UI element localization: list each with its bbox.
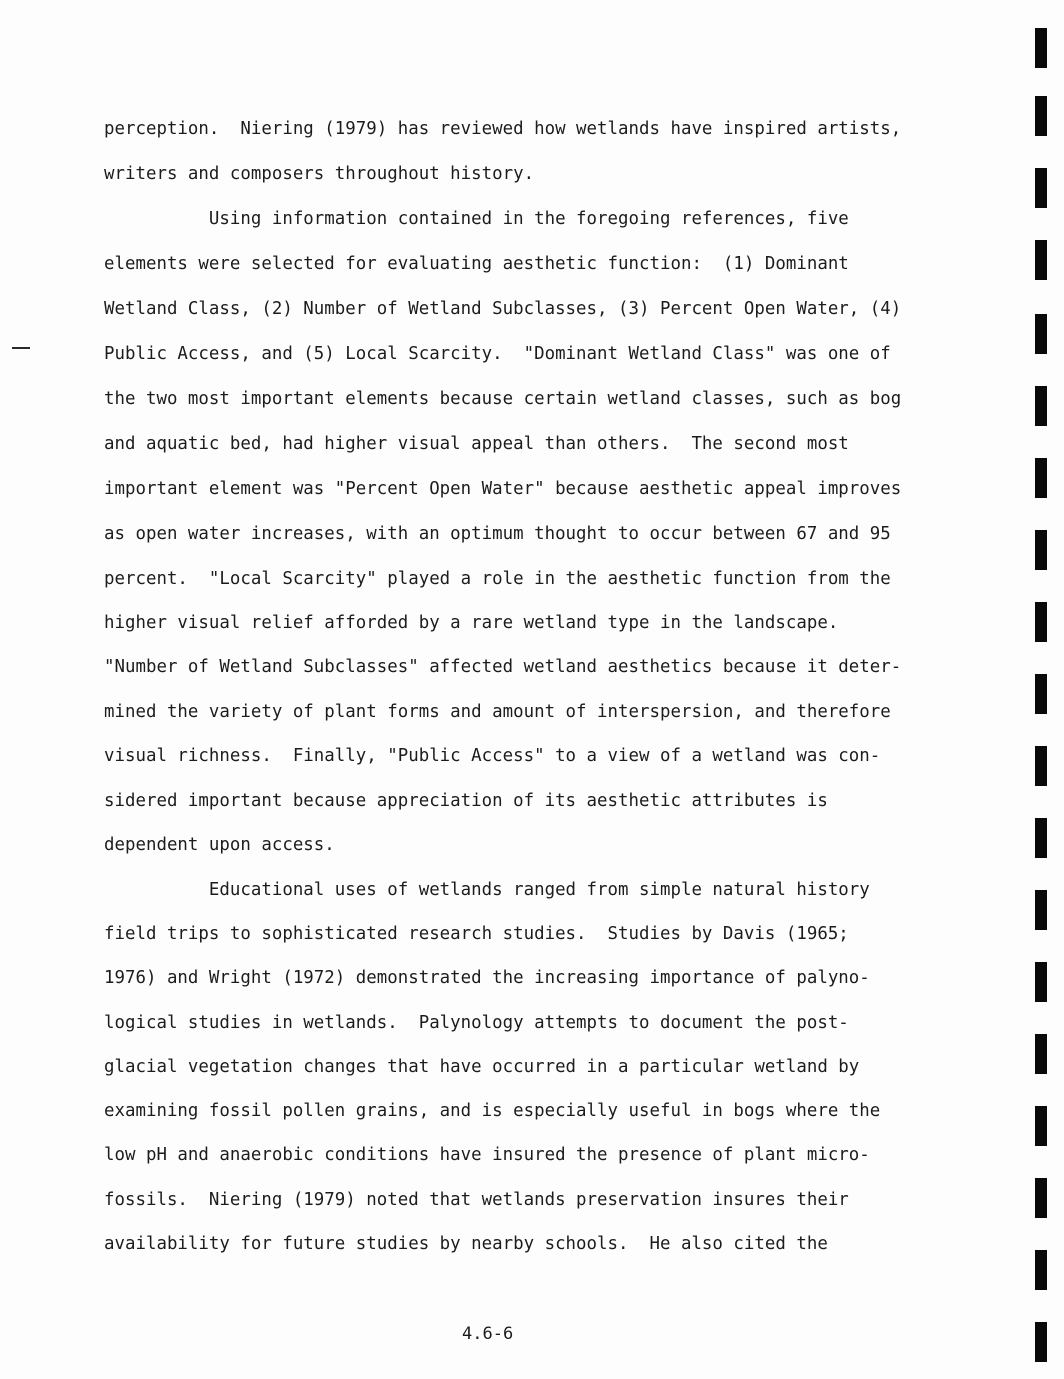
- binding-mark: [1035, 96, 1047, 136]
- binding-mark: [1035, 1322, 1047, 1362]
- binding-mark: [1035, 1250, 1047, 1290]
- text-line: and aquatic bed, had higher visual appeal than others. The second most: [104, 434, 849, 454]
- binding-mark: [1035, 386, 1047, 426]
- binding-mark: [1035, 240, 1047, 280]
- binding-mark: [1035, 314, 1047, 354]
- binding-mark: [1035, 1106, 1047, 1146]
- binding-mark: [1035, 602, 1047, 642]
- page-number: 4.6-6: [462, 1324, 514, 1344]
- text-line: Using information contained in the foregoing references, five: [104, 209, 849, 229]
- binding-mark: [1035, 1034, 1047, 1074]
- text-line: the two most important elements because certain wetland classes, such as bog: [104, 389, 902, 409]
- binding-mark: [1035, 746, 1047, 786]
- binding-mark: [1035, 168, 1047, 208]
- binding-mark: [1035, 962, 1047, 1002]
- text-line: Public Access, and (5) Local Scarcity. "Dominant Wetland Class" was one of: [104, 344, 891, 364]
- text-line: availability for future studies by nearby schools. He also cited the: [104, 1234, 828, 1254]
- text-line: sidered important because appreciation of its aesthetic attributes is: [104, 791, 828, 811]
- binding-mark: [1035, 530, 1047, 570]
- text-line: logical studies in wetlands. Palynology attempts to document the post-: [104, 1013, 849, 1033]
- text-line: higher visual relief afforded by a rare wetland type in the landscape.: [104, 613, 839, 633]
- text-line: writers and composers throughout history.: [104, 164, 535, 184]
- text-line: field trips to sophisticated research studies. Studies by Davis (1965;: [104, 924, 849, 944]
- text-line: examining fossil pollen grains, and is especially useful in bogs where the: [104, 1101, 881, 1121]
- text-line: glacial vegetation changes that have occurred in a particular wetland by: [104, 1057, 860, 1077]
- binding-mark: [1035, 890, 1047, 930]
- text-line: as open water increases, with an optimum thought to occur between 67 and 95: [104, 524, 891, 544]
- binding-mark: [1035, 28, 1047, 68]
- binding-mark: [1035, 674, 1047, 714]
- text-line: elements were selected for evaluating aesthetic function: (1) Dominant: [104, 254, 849, 274]
- binding-mark: [1035, 458, 1047, 498]
- text-line: 1976) and Wright (1972) demonstrated the increasing importance of palyno-: [104, 968, 870, 988]
- binding-marks: [1024, 0, 1064, 1379]
- text-line: Educational uses of wetlands ranged from simple natural history: [104, 880, 870, 900]
- text-line: low pH and anaerobic conditions have insured the presence of plant micro-: [104, 1145, 870, 1165]
- text-line: visual richness. Finally, "Public Access" to a view of a wetland was con-: [104, 746, 881, 766]
- text-line: dependent upon access.: [104, 835, 335, 855]
- text-line: percent. "Local Scarcity" played a role in the aesthetic function from the: [104, 569, 891, 589]
- text-line: perception. Niering (1979) has reviewed how wetlands have inspired artists,: [104, 119, 902, 139]
- text-line: "Number of Wetland Subclasses" affected wetland aesthetics because it deter-: [104, 657, 902, 677]
- text-line: fossils. Niering (1979) noted that wetlands preservation insures their: [104, 1190, 849, 1210]
- text-line: mined the variety of plant forms and amount of interspersion, and therefore: [104, 702, 891, 722]
- text-line: Wetland Class, (2) Number of Wetland Subclasses, (3) Percent Open Water, (4): [104, 299, 902, 319]
- binding-mark: [1035, 818, 1047, 858]
- binding-mark: [1035, 1178, 1047, 1218]
- scan-speck: [12, 347, 30, 349]
- text-line: important element was "Percent Open Water" because aesthetic appeal improves: [104, 479, 902, 499]
